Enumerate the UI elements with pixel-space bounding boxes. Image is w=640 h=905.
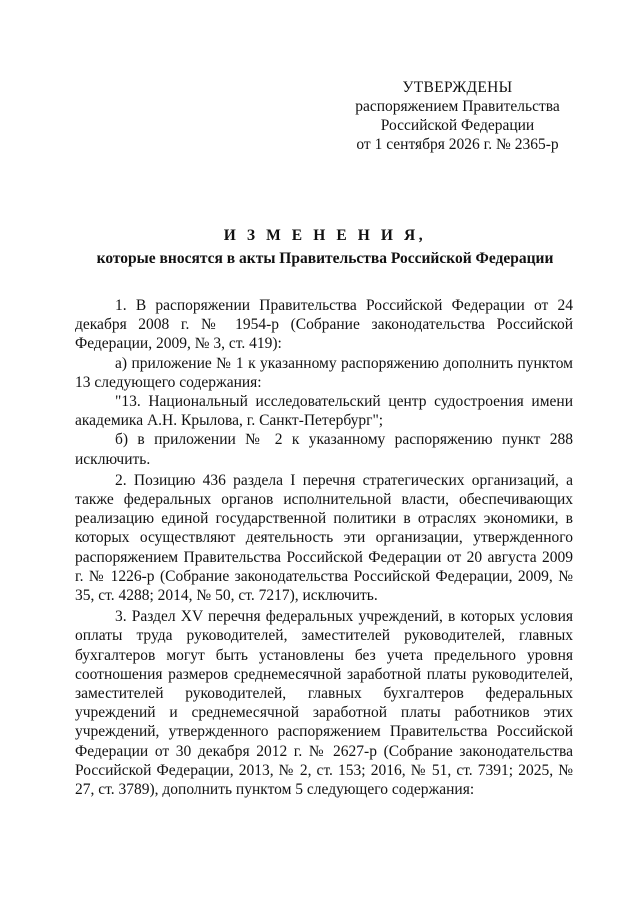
- approval-line-3: от 1 сентября 2026 г. № 2365-р: [356, 136, 559, 153]
- paragraph-1b: б) в приложении № 2 к указанному распоряжению пункт 288 исключить.: [75, 431, 573, 468]
- paragraph-1: 1. В распоряжении Правительства Российской Федерации от 24 декабря 2008 г. № 1954-р (Собрание законодательства Российской Федерации, 2009, № 3, ст. 419):: [75, 297, 573, 353]
- approved-heading: УТВЕРЖДЕНЫ: [402, 79, 513, 96]
- document-title: И З М Е Н Е Н И Я,: [223, 227, 427, 244]
- approval-line-1: распоряжением Правительства: [355, 98, 560, 115]
- paragraph-1a: а) приложение № 1 к указанному распоряжению дополнить пунктом 13 следующего содержания:: [75, 354, 573, 391]
- paragraph-3: 3. Раздел XV перечня федеральных учреждений, в которых условия оплаты труда руководителей, заместителей руководителей, главных бухгалтеров могут быть установлены без учета предельного уровня соотношения размеров среднемесячной заработной платы руководителей, заместителей руководителей, главных бухгалтеров федеральных учреждений и среднемесячной заработной платы работников этих учреждений, утвержденного распоряжением Правительства Российской Федерации от 30 декабря 2012 г. № 2627-р (Собрание законодательства Российской Федерации, 2013, № 2, ст. 153; 2016, № 51, ст. 7391; 2025, № 27, ст. 3789), дополнить пунктом 5 следующего содержания:: [75, 608, 573, 799]
- approval-line-2: Российской Федерации: [380, 117, 535, 134]
- document-subtitle: которые вносятся в акты Правительства Российской Федерации: [96, 250, 554, 267]
- paragraph-2: 2. Позицию 436 раздела I перечня стратегических организаций, а также федеральных органов исполнительной власти, обеспечивающих реализацию единой государственной политики в отраслях экономики, в которых осуществляют деятельность эти организации, утвержденного распоряжением Правительства Российской Федерации от 20 августа 2009 г. № 1226-р (Собрание законодательства Российской Федерации, 2009, № 35, ст. 4288; 2014, № 50, ст. 7217), исключить.: [75, 471, 573, 605]
- paragraph-1a-quote: "13. Национальный исследовательский центр судостроения имени академика А.Н. Крылова, г. Санкт-Петербург";: [75, 393, 573, 430]
- document-body: [75, 296, 573, 799]
- approval-stamp: [345, 78, 570, 154]
